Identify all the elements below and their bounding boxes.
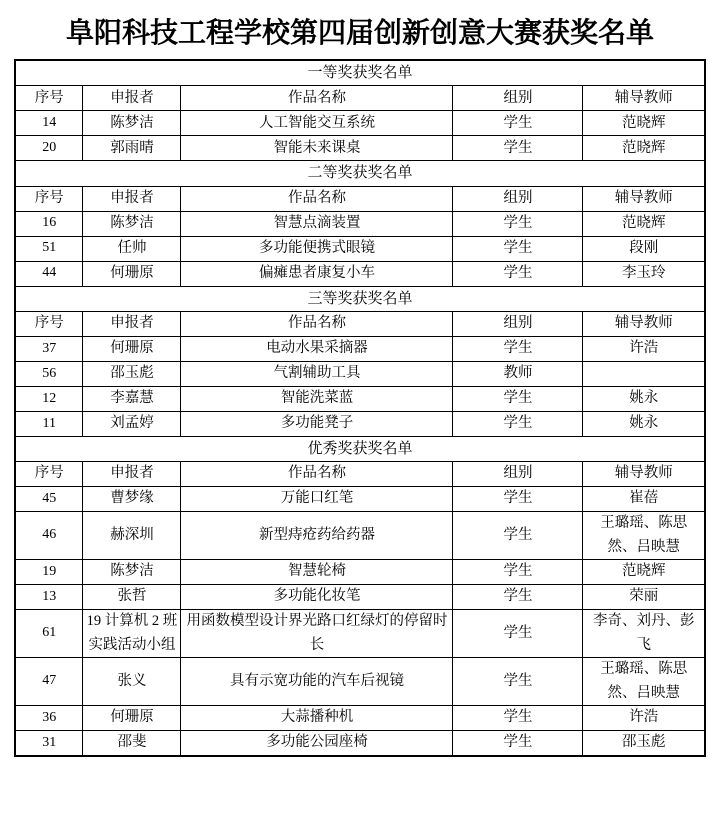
cell-group: 学生 (453, 111, 583, 136)
cell-teacher: 崔蓓 (583, 487, 705, 512)
table-row (15, 411, 705, 436)
cell-no: 14 (15, 111, 83, 136)
cell-no: 46 (15, 512, 83, 560)
cell-no: 19 (15, 560, 83, 585)
cell-teacher: 许浩 (583, 706, 705, 731)
column-header: 序号 (15, 311, 83, 336)
table-row (15, 136, 705, 161)
cell-no: 56 (15, 361, 83, 386)
cell-applicant: 何珊原 (83, 336, 181, 361)
cell-applicant: 邵玉彪 (83, 361, 181, 386)
column-header: 组别 (453, 186, 583, 211)
table-row (15, 658, 705, 706)
section-title-row (15, 161, 705, 186)
cell-teacher: 李玉玲 (583, 261, 705, 286)
column-header-row (15, 186, 705, 211)
cell-teacher: 王璐瑶、陈思然、吕映慧 (583, 512, 705, 560)
cell-teacher: 范晓辉 (583, 211, 705, 236)
cell-teacher (583, 361, 705, 386)
cell-work: 气割辅助工具 (181, 361, 453, 386)
section-title: 优秀奖获奖名单 (15, 436, 705, 461)
cell-group: 学生 (453, 706, 583, 731)
column-header: 组别 (453, 311, 583, 336)
cell-work: 智能洗菜蓝 (181, 386, 453, 411)
cell-applicant: 陈梦洁 (83, 560, 181, 585)
award-table (14, 59, 706, 757)
column-header: 作品名称 (181, 462, 453, 487)
table-row (15, 261, 705, 286)
cell-no: 47 (15, 658, 83, 706)
table-row (15, 236, 705, 261)
column-header: 辅导教师 (583, 86, 705, 111)
cell-group: 学生 (453, 336, 583, 361)
section-title: 二等奖获奖名单 (15, 161, 705, 186)
table-row (15, 211, 705, 236)
table-row (15, 610, 705, 658)
cell-group: 教师 (453, 361, 583, 386)
column-header-row (15, 86, 705, 111)
cell-work: 用函数模型设计界光路口红绿灯的停留时长 (181, 610, 453, 658)
cell-teacher: 姚永 (583, 411, 705, 436)
cell-applicant: 邵斐 (83, 731, 181, 757)
column-header: 组别 (453, 462, 583, 487)
table-row (15, 731, 705, 757)
cell-teacher: 范晓辉 (583, 111, 705, 136)
cell-work: 多功能化妆笔 (181, 585, 453, 610)
cell-applicant: 张哲 (83, 585, 181, 610)
cell-no: 20 (15, 136, 83, 161)
cell-group: 学生 (453, 731, 583, 757)
cell-no: 37 (15, 336, 83, 361)
cell-work: 万能口红笔 (181, 487, 453, 512)
cell-work: 智能未来课桌 (181, 136, 453, 161)
cell-work: 人工智能交互系统 (181, 111, 453, 136)
table-row (15, 111, 705, 136)
table-row (15, 585, 705, 610)
cell-applicant: 赫深圳 (83, 512, 181, 560)
table-row (15, 336, 705, 361)
table-row (15, 512, 705, 560)
column-header: 序号 (15, 462, 83, 487)
column-header-row (15, 462, 705, 487)
cell-teacher: 李奇、刘丹、彭飞 (583, 610, 705, 658)
cell-no: 11 (15, 411, 83, 436)
cell-group: 学生 (453, 560, 583, 585)
cell-applicant: 张义 (83, 658, 181, 706)
column-header: 申报者 (83, 311, 181, 336)
cell-no: 13 (15, 585, 83, 610)
cell-group: 学生 (453, 487, 583, 512)
cell-applicant: 李嘉慧 (83, 386, 181, 411)
cell-group: 学生 (453, 211, 583, 236)
cell-no: 61 (15, 610, 83, 658)
cell-group: 学生 (453, 610, 583, 658)
cell-group: 学生 (453, 411, 583, 436)
column-header: 辅导教师 (583, 311, 705, 336)
cell-no: 45 (15, 487, 83, 512)
cell-applicant: 曹梦缘 (83, 487, 181, 512)
section-title: 一等奖获奖名单 (15, 60, 705, 86)
cell-no: 44 (15, 261, 83, 286)
column-header: 申报者 (83, 86, 181, 111)
cell-teacher: 姚永 (583, 386, 705, 411)
cell-no: 51 (15, 236, 83, 261)
column-header: 申报者 (83, 186, 181, 211)
cell-teacher: 范晓辉 (583, 136, 705, 161)
cell-work: 智慧轮椅 (181, 560, 453, 585)
cell-applicant: 刘孟婷 (83, 411, 181, 436)
section-title: 三等奖获奖名单 (15, 286, 705, 311)
page-title: 阜阳科技工程学校第四届创新创意大赛获奖名单 (65, 18, 654, 49)
cell-applicant: 何珊原 (83, 261, 181, 286)
table-row (15, 386, 705, 411)
award-table-body (15, 60, 705, 756)
cell-teacher: 王璐瑶、陈思然、吕映慧 (583, 658, 705, 706)
cell-applicant: 任帅 (83, 236, 181, 261)
cell-teacher: 段刚 (583, 236, 705, 261)
cell-teacher: 许浩 (583, 336, 705, 361)
cell-teacher: 邵玉彪 (583, 731, 705, 757)
cell-no: 16 (15, 211, 83, 236)
table-row (15, 361, 705, 386)
table-row (15, 706, 705, 731)
cell-no: 12 (15, 386, 83, 411)
cell-group: 学生 (453, 386, 583, 411)
cell-no: 36 (15, 706, 83, 731)
cell-applicant: 19 计算机 2 班实践活动小组 (83, 610, 181, 658)
table-row (15, 487, 705, 512)
cell-work: 多功能公园座椅 (181, 731, 453, 757)
cell-group: 学生 (453, 261, 583, 286)
cell-group: 学生 (453, 658, 583, 706)
cell-work: 多功能凳子 (181, 411, 453, 436)
column-header: 序号 (15, 86, 83, 111)
cell-work: 具有示宽功能的汽车后视镜 (181, 658, 453, 706)
cell-applicant: 陈梦洁 (83, 211, 181, 236)
section-title-row (15, 436, 705, 461)
column-header: 作品名称 (181, 311, 453, 336)
cell-no: 31 (15, 731, 83, 757)
cell-work: 多功能便携式眼镜 (181, 236, 453, 261)
column-header: 申报者 (83, 462, 181, 487)
cell-teacher: 范晓辉 (583, 560, 705, 585)
cell-group: 学生 (453, 136, 583, 161)
cell-work: 大蒜播种机 (181, 706, 453, 731)
section-title-row (15, 60, 705, 86)
cell-work: 电动水果采摘器 (181, 336, 453, 361)
cell-group: 学生 (453, 512, 583, 560)
column-header: 辅导教师 (583, 186, 705, 211)
column-header: 辅导教师 (583, 462, 705, 487)
cell-work: 新型痔疮药给药器 (181, 512, 453, 560)
cell-group: 学生 (453, 236, 583, 261)
column-header: 组别 (453, 86, 583, 111)
cell-work: 偏瘫患者康复小车 (181, 261, 453, 286)
table-row (15, 560, 705, 585)
cell-group: 学生 (453, 585, 583, 610)
cell-teacher: 荣丽 (583, 585, 705, 610)
cell-applicant: 郭雨晴 (83, 136, 181, 161)
column-header: 作品名称 (181, 86, 453, 111)
cell-applicant: 何珊原 (83, 706, 181, 731)
column-header-row (15, 311, 705, 336)
cell-work: 智慧点滴装置 (181, 211, 453, 236)
cell-applicant: 陈梦洁 (83, 111, 181, 136)
column-header: 作品名称 (181, 186, 453, 211)
section-title-row (15, 286, 705, 311)
column-header: 序号 (15, 186, 83, 211)
